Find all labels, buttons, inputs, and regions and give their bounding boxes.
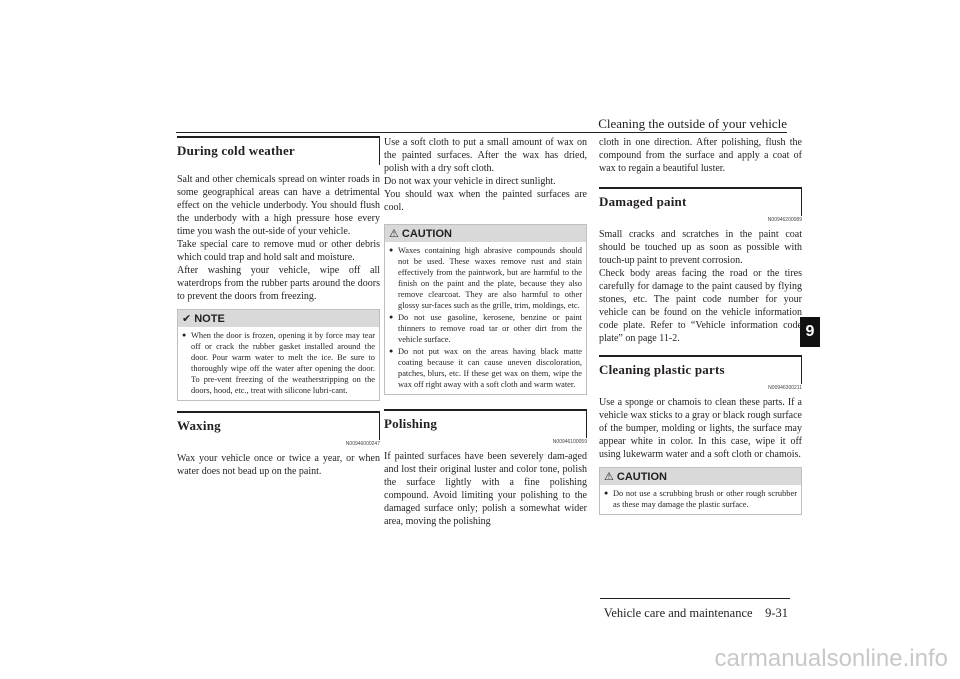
column-2 <box>384 136 587 528</box>
plastic-parts-heading: Cleaning plastic parts <box>599 355 802 384</box>
polishing-heading: Polishing <box>384 409 587 438</box>
cold-weather-text: Salt and other chemicals spread on winter roads in some geographical areas can have a detrimental effect on the vehicle underbody. You should flush the underbody with a high pressure hose every time you wash the out-side of your vehicle. Take special care to remove mud or other debris which could trap and hold salt and moisture. After washing your vehicle, wipe off all waterdrops from the rubber parts around the doors to prevent the doors from freezing. <box>177 174 380 302</box>
caution-header <box>600 468 801 485</box>
warning-triangle-icon: ⚠ <box>389 228 399 240</box>
polishing-text: If painted surfaces have been severely dam-aged and lost their original luster and color tone, polish the surface lightly with a fine polishing compound. Avoid limiting your polishing to the damaged surface only; polish a somewhat wider area, moving the polishing <box>384 451 587 527</box>
column-1 <box>177 136 380 478</box>
cold-weather-heading: During cold weather <box>177 136 380 165</box>
caution-item: ● Do not use gasoline, kerosene, benzine or paint thinners to remove road tar or other dirt from the vehicle surface. <box>389 312 582 345</box>
plastic-parts-code: N00946300211 <box>768 385 802 391</box>
caution-header <box>385 225 586 242</box>
column-3 <box>599 136 802 515</box>
note-box <box>177 309 380 401</box>
polishing-continued: cloth in one direction. After polishing, flush the compound from the surface and apply a coat of wax to regain a beautiful luster. <box>599 137 802 174</box>
caution-item: ● Do not use a scrubbing brush or other rough scrubber as these may damage the plastic surface. <box>604 488 797 510</box>
page-header-title: Cleaning the outside of your vehicle <box>598 116 787 131</box>
plastic-parts-text: Use a sponge or chamois to clean these parts. If a vehicle wax sticks to a gray or black rough surface of the bumper, molding or lights, the surface may appear white in color. In this case, wipe it off using lukewarm water and a soft cloth or chamois. <box>599 397 802 460</box>
footer-rule <box>600 598 790 599</box>
damaged-paint-heading: Damaged paint <box>599 187 802 216</box>
check-icon: ✔ <box>182 313 192 325</box>
damaged-paint-text: Small cracks and scratches in the paint coat should be touched up as soon as possible with touch-up paint to prevent corrosion. Check body areas facing the road or the tires carefully for damage to the paint caused by flying stones, etc. The paint code number for your vehicle can be found on the vehicle information code plate. Refer to “Vehicle information code plate” on page 11-2. <box>599 229 802 344</box>
caution-label: CAUTION <box>616 470 667 483</box>
caution-box <box>599 467 802 515</box>
watermark-text: carmanualsonline.info <box>714 645 948 672</box>
waxing-code: N00946000247 <box>345 441 380 447</box>
page-footer: Vehicle care and maintenance 9-31 <box>603 606 788 620</box>
damaged-paint-code: N00946200089 <box>767 217 802 223</box>
chapter-tab: 9 <box>800 317 820 347</box>
caution-label: CAUTION <box>401 227 452 240</box>
wax-instructions: Use a soft cloth to put a small amount of wax on the painted surfaces. After the wax has dried, polish with a dry soft cloth. Do not wax your vehicle in direct sunlight. You should wax when the painted surfaces are cool. <box>384 137 587 213</box>
caution-box <box>384 224 587 395</box>
warning-triangle-icon: ⚠ <box>604 471 614 483</box>
note-label: NOTE <box>194 312 225 325</box>
caution-item: ● Waxes containing high abrasive compounds should not be used. These waxes remove rust and stain effectively from the paintwork, but are harmful to the finish on the paint and the plate, because they also remove clearcoat. They are also harmful to other glossy sur-faces such as the grille, trim, moldings, etc. <box>389 245 582 311</box>
polishing-code: N00946100059 <box>552 439 587 445</box>
caution-item: ● Do not put wax on the areas having black matte coating because it can cause uneven discoloration, patches, blurs, etc. If these get wax on them, wipe the wax off right away with a soft cloth and warm water. <box>389 346 582 390</box>
waxing-text: Wax your vehicle once or twice a year, or when water does not bead up on the paint. <box>177 453 380 477</box>
note-item: ● When the door is frozen, opening it by force may tear off or crack the rubber gasket installed around the door. Pour warm water to melt the ice. Be sure to thoroughly wipe off the water after opening the door. To pre-vent freezing of the weatherstripping on the doors, hood, etc., treat with silicone lubri-cant. <box>182 330 375 396</box>
waxing-heading: Waxing <box>177 411 380 440</box>
note-header <box>178 310 379 327</box>
header-rule <box>176 132 787 133</box>
